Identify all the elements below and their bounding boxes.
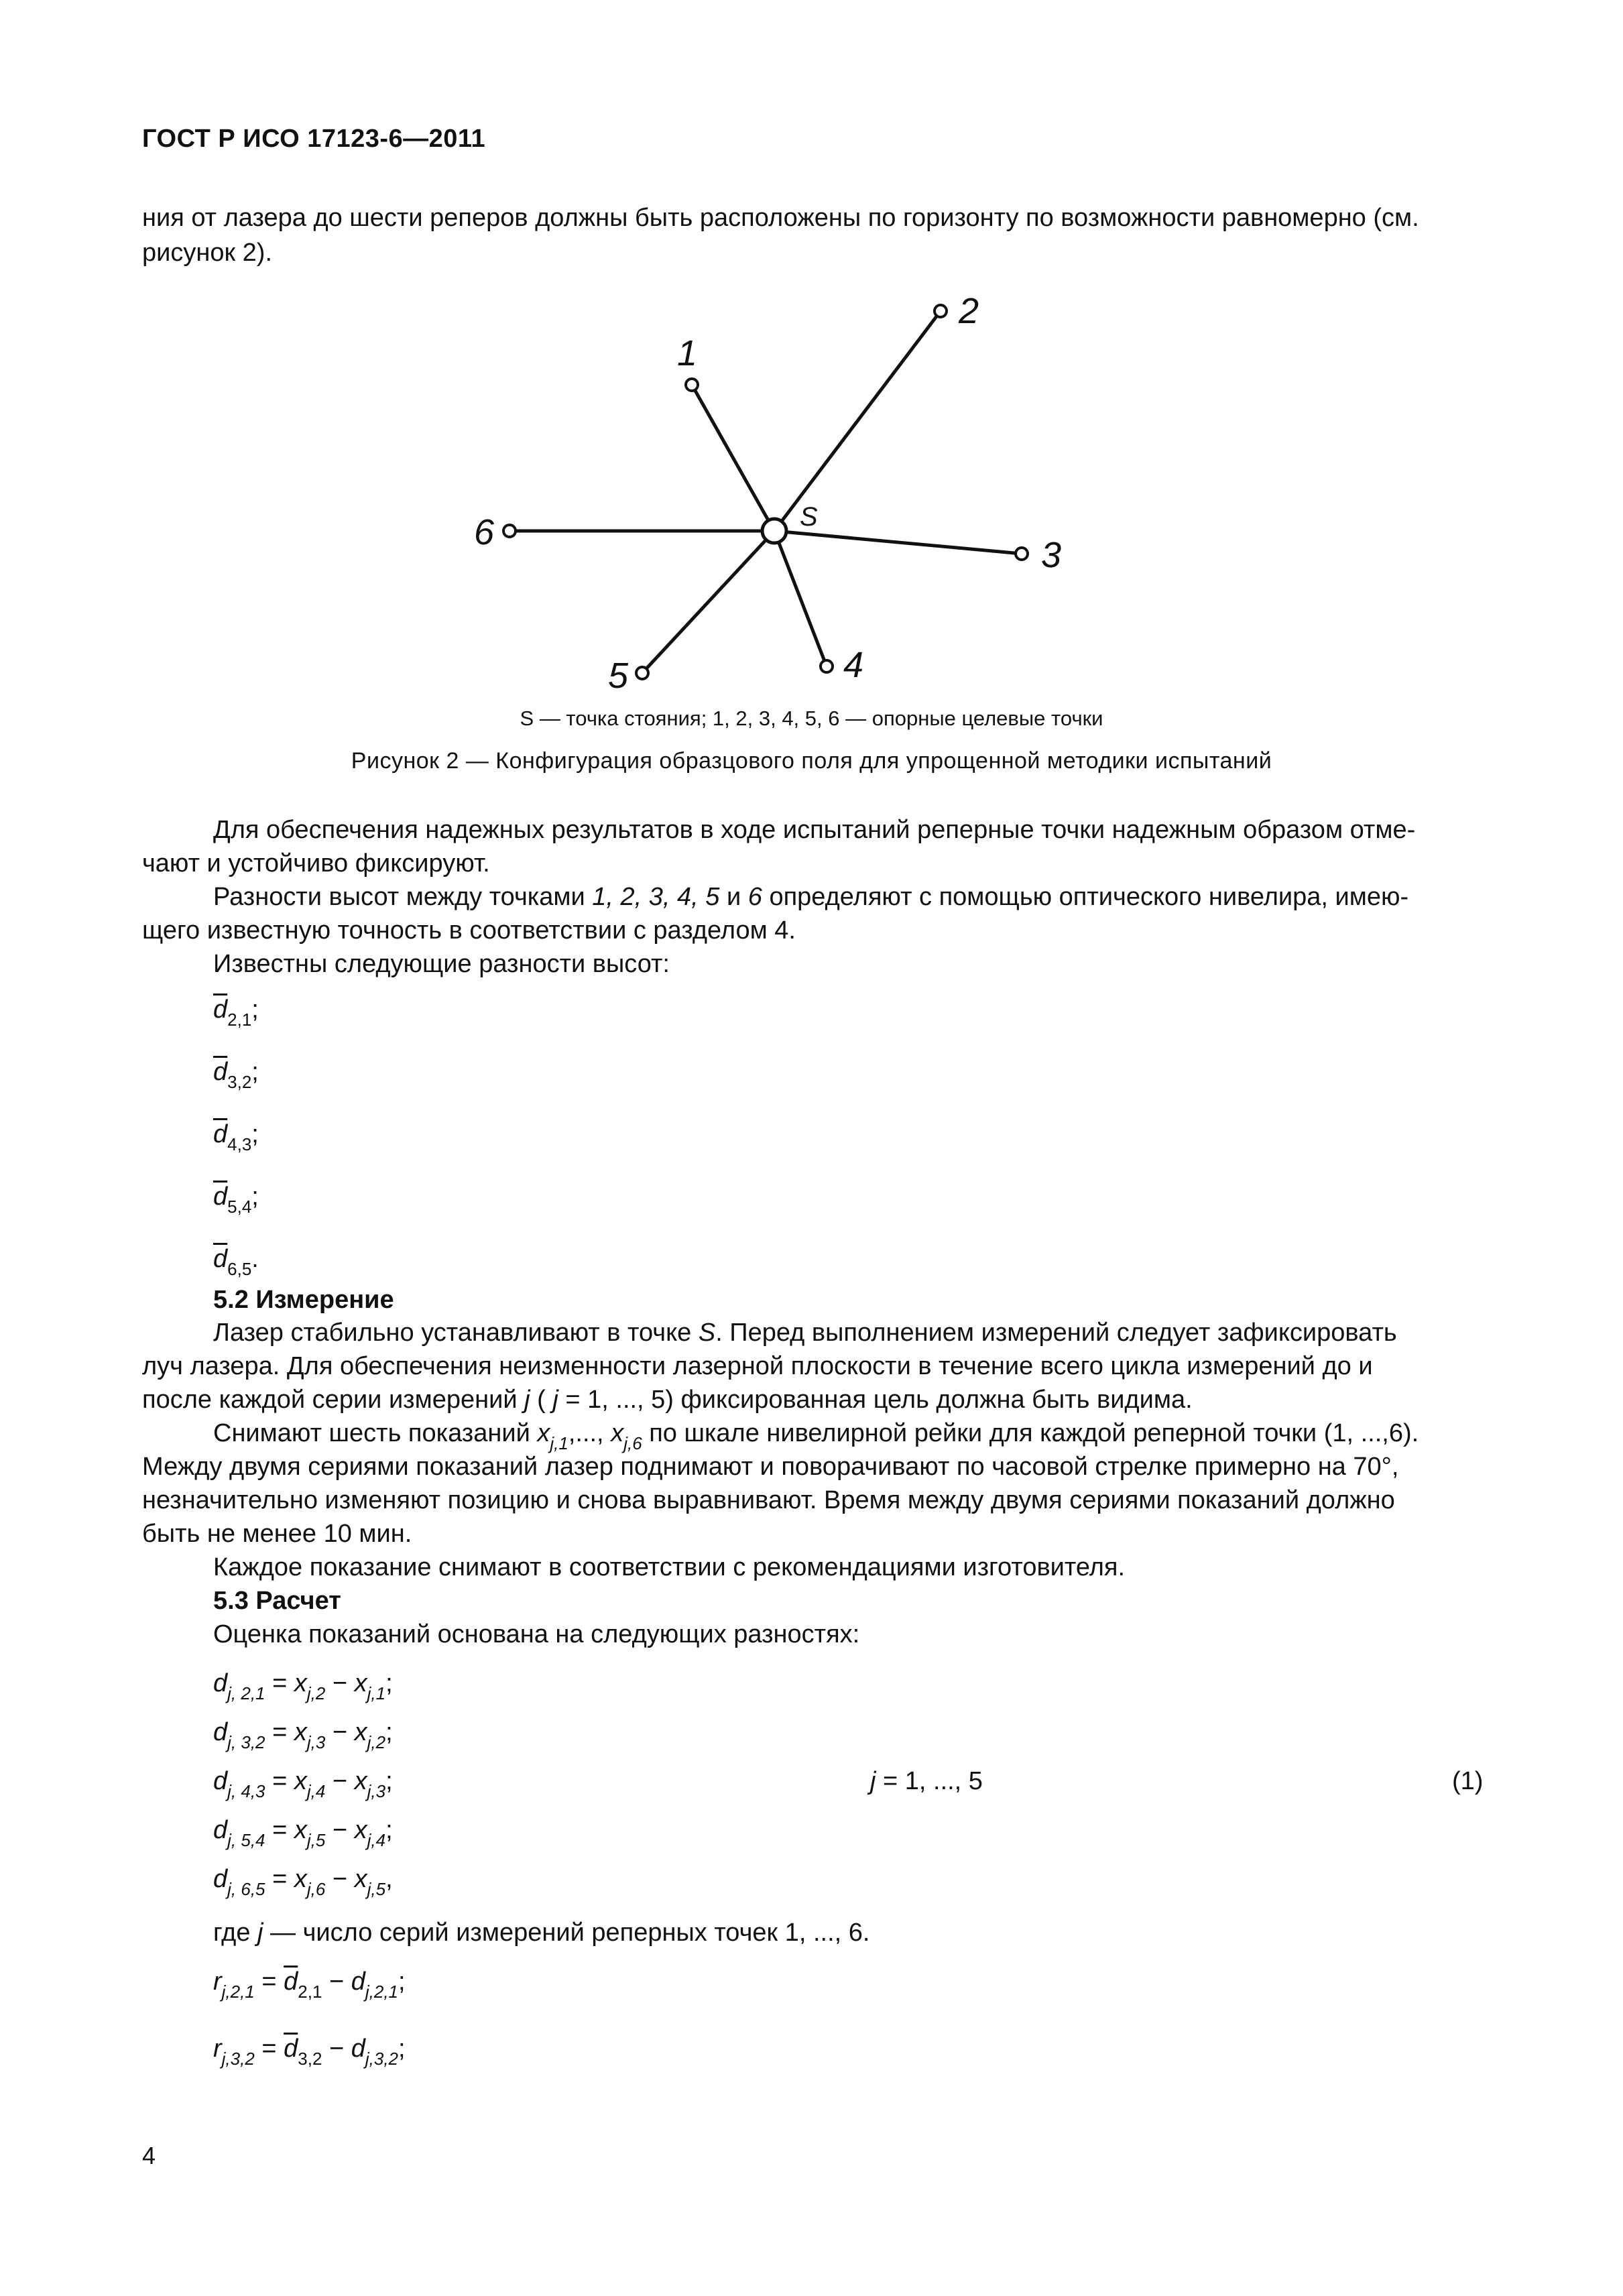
ray-2 bbox=[774, 311, 941, 531]
section-5-2-line-3: после каждой серии измерений j ( j = 1, ..., 5) фиксированная цель должна быть видима. bbox=[142, 1386, 1193, 1414]
figure-caption: Рисунок 2 — Конфигурация образцового поля для упрощенной методики испытаний bbox=[351, 748, 1272, 774]
point-label-2: 2 bbox=[959, 291, 979, 331]
point-label-4: 4 bbox=[843, 645, 864, 685]
ray-3 bbox=[774, 531, 1022, 554]
para-2-line-1: Разности высот между точками 1, 2, 3, 4, 5 и 6 определяют с помощью оптического нивелира, имею- bbox=[213, 883, 1409, 911]
where-definition: где j — число серий измерений реперных точек 1, ..., 6. bbox=[213, 1919, 870, 1947]
point-label-1: 1 bbox=[677, 333, 698, 373]
equation-number: (1) bbox=[1452, 1767, 1484, 1795]
equation-range: j = 1, ..., 5 bbox=[870, 1767, 983, 1795]
section-5-2-line-7: быть не менее 10 мин. bbox=[142, 1520, 412, 1548]
section-5-2-line-4: Снимают шесть показаний $x_{j,1}$,..., $x_{j,6}$ по шкале нивелирной рейки для каждой реперной точки (1, ...,6). bbox=[213, 1419, 1419, 1453]
section-5-2-line-5: Между двумя сериями показаний лазер поднимают и поворачивают по часовой стрелке примерно на 70°, bbox=[142, 1453, 1399, 1481]
point-label-3: 3 bbox=[1041, 535, 1062, 575]
intro-line-2: рисунок 2). bbox=[142, 239, 273, 267]
known-diff-3-2: $\overline{d}_{3,2}$; bbox=[213, 1058, 259, 1092]
intro-line-1: ния от лазера до шести реперов должны быть расположены по горизонту по возможности равномерно (см. bbox=[142, 204, 1419, 232]
figure-2-diagram bbox=[0, 268, 1623, 697]
equation-d-3-2: $d_{j, 3,2} = x_{j,3} - x_{j,2}$; bbox=[213, 1718, 393, 1752]
figure-legend: S — точка стояния; 1, 2, 3, 4, 5, 6 — опорные целевые точки bbox=[520, 707, 1103, 730]
section-5-2-title: 5.2 Измерение bbox=[213, 1286, 394, 1314]
equation-d-4-3: $d_{j, 4,3} = x_{j,4} - x_{j,3}$; bbox=[213, 1767, 393, 1801]
point-label-5: 5 bbox=[608, 656, 629, 696]
section-5-2-line-6: незначительно изменяют позицию и снова выравнивают. Время между двумя сериями показаний должно bbox=[142, 1486, 1395, 1514]
station-point-s bbox=[762, 519, 786, 543]
point-label-6: 6 bbox=[474, 512, 495, 552]
para-1-line-1: Для обеспечения надежных результатов в ходе испытаний реперные точки надежным образом отме- bbox=[213, 816, 1416, 844]
target-point-6 bbox=[503, 525, 516, 537]
para-3: Известны следующие разности высот: bbox=[213, 950, 670, 978]
section-5-2-line-8: Каждое показание снимают в соответствии с рекомендациями изготовителя. bbox=[213, 1553, 1126, 1581]
known-diff-5-4: $\overline{d}_{5,4}$; bbox=[213, 1183, 259, 1217]
target-point-4 bbox=[821, 660, 833, 672]
page-number: 4 bbox=[142, 2142, 156, 2169]
target-point-5 bbox=[636, 667, 648, 679]
station-label: S bbox=[800, 502, 818, 532]
equation-d-5-4: $d_{j, 5,4} = x_{j,5} - x_{j,4}$; bbox=[213, 1816, 393, 1850]
target-point-2 bbox=[935, 305, 947, 317]
known-diff-2-1: $\overline{d}_{2,1}$; bbox=[213, 995, 259, 1030]
residual-r-3-2: $r_{j,3,2} = \overline{d}_{3,2} - d_{j,3,2}$; bbox=[213, 2035, 406, 2069]
ray-1 bbox=[692, 385, 774, 531]
section-5-2-line-1: Лазер стабильно устанавливают в точке S. Перед выполнением измерений следует зафиксировать bbox=[213, 1319, 1397, 1347]
equation-d-2-1: $d_{j, 2,1} = x_{j,2} - x_{j,1}$; bbox=[213, 1669, 393, 1703]
section-5-2-line-2: луч лазера. Для обеспечения неизменности лазерной плоскости в течение всего цикла измерений до и bbox=[142, 1352, 1373, 1380]
known-diff-6-5: $\overline{d}_{6,5}$. bbox=[213, 1245, 259, 1279]
target-point-1 bbox=[686, 379, 698, 391]
para-2-line-2: щего известную точность в соответствии с разделом 4. bbox=[142, 916, 796, 945]
target-point-3 bbox=[1016, 548, 1028, 560]
residual-r-2-1: $r_{j,2,1} = \overline{d}_{2,1} - d_{j,2,1}$; bbox=[213, 1968, 406, 2002]
known-diff-4-3: $\overline{d}_{4,3}$; bbox=[213, 1120, 259, 1154]
standard-header: ГОСТ Р ИСО 17123-6—2011 bbox=[142, 125, 486, 153]
ray-5 bbox=[642, 531, 774, 673]
ray-4 bbox=[774, 531, 827, 666]
equation-d-6-5: $d_{j, 6,5} = x_{j,6} - x_{j,5}$, bbox=[213, 1865, 393, 1899]
section-5-3-intro: Оценка показаний основана на следующих разностях: bbox=[213, 1620, 860, 1648]
para-1-line-2: чают и устойчиво фиксируют. bbox=[142, 849, 490, 878]
section-5-3-title: 5.3 Расчет bbox=[213, 1587, 341, 1615]
